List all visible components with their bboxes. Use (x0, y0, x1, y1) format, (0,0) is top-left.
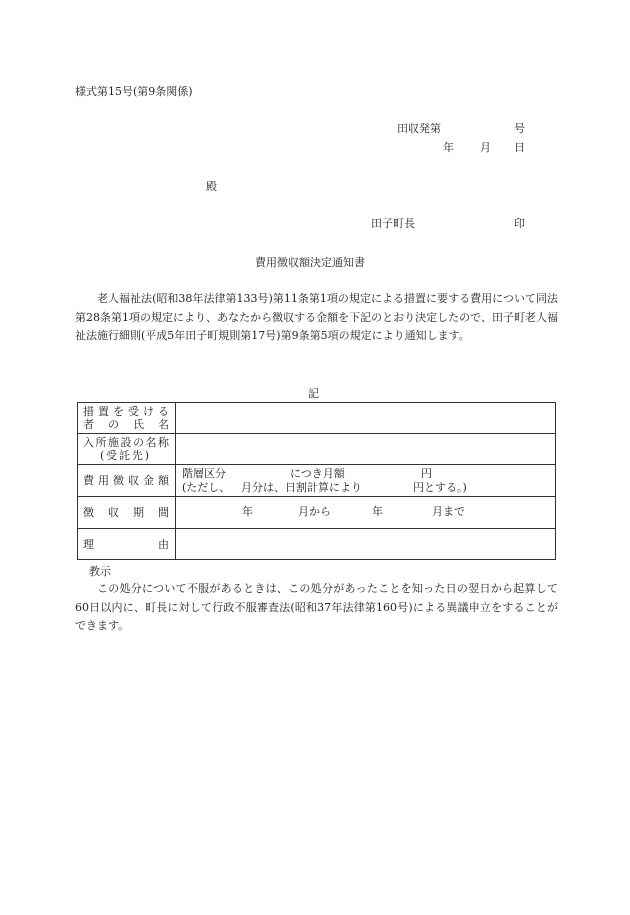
label-period-text: 徴収期間 (83, 506, 169, 519)
notice-heading: 教示 (89, 565, 111, 578)
label-amount-text: 費用徴収金額 (83, 474, 169, 487)
period-month-from: 月から (298, 505, 331, 518)
amount-yen: 円 (421, 467, 432, 480)
document-title: 費用徴収額決定通知書 (255, 256, 365, 269)
form-number: 様式第15号(第9条関係) (75, 85, 193, 98)
date-day: 日 (514, 141, 525, 154)
value-facility (176, 434, 556, 465)
date-year: 年 (443, 141, 454, 154)
record-table (77, 402, 556, 560)
label-recipient (78, 403, 176, 434)
doc-number-suffix: 号 (514, 122, 525, 135)
notice-text: この処分について不服があるときは、この処分があったことを知った日の翌日から起算して60日以内に、町長に対して行政不服審査法(昭和37年法律第160号)による異議申立をすることができます。 (75, 582, 558, 632)
body-text: 老人福祉法(昭和38年法律第133号)第11条第1項の規定による措置に要する費用について同法第28条第1項の規定により、あなたから徴収する金額を下記のとおり決定したので、田子町老人福祉法施行細則(平成5年田子町規則第17号)第9条第5項の規定により通知します。 (75, 292, 558, 342)
amount-class: 階層区分 (182, 467, 226, 480)
label-period (78, 497, 176, 529)
doc-number-prefix: 田収発第 (397, 122, 441, 135)
date-month: 月 (480, 141, 491, 154)
amount-note-start: (ただし、 (182, 481, 231, 494)
table-row-reason (78, 529, 556, 560)
period-year-from: 年 (242, 505, 253, 518)
label-recipient-line2: 者の氏名 (83, 418, 169, 431)
label-facility (78, 434, 176, 465)
issuer-seal: 印 (514, 217, 525, 230)
label-recipient-line1: 措置を受ける (83, 405, 169, 418)
period-year-to: 年 (372, 505, 383, 518)
amount-monthly: につき月額 (290, 467, 345, 480)
table-row-amount (78, 465, 556, 497)
value-reason (176, 529, 556, 560)
table-row-facility (78, 434, 556, 465)
label-reason (78, 529, 176, 560)
label-facility-line1: 入所施設の名称 (83, 436, 169, 449)
label-amount (78, 465, 176, 497)
amount-note-end: 円とする。) (413, 481, 467, 494)
table-row-period (78, 497, 556, 529)
label-reason-text: 理由 (83, 537, 169, 551)
value-amount (176, 465, 556, 497)
label-facility-line2: (受託先) (100, 449, 149, 462)
addressee-suffix: 殿 (206, 180, 217, 193)
amount-note-daily: 月分は、日割計算により (241, 481, 362, 494)
period-month-to: 月まで (432, 505, 465, 518)
value-recipient (176, 403, 556, 434)
ki-heading: 記 (308, 387, 319, 400)
issuer-name: 田子町長 (371, 217, 415, 230)
value-period (176, 497, 556, 529)
table-row-recipient (78, 403, 556, 434)
